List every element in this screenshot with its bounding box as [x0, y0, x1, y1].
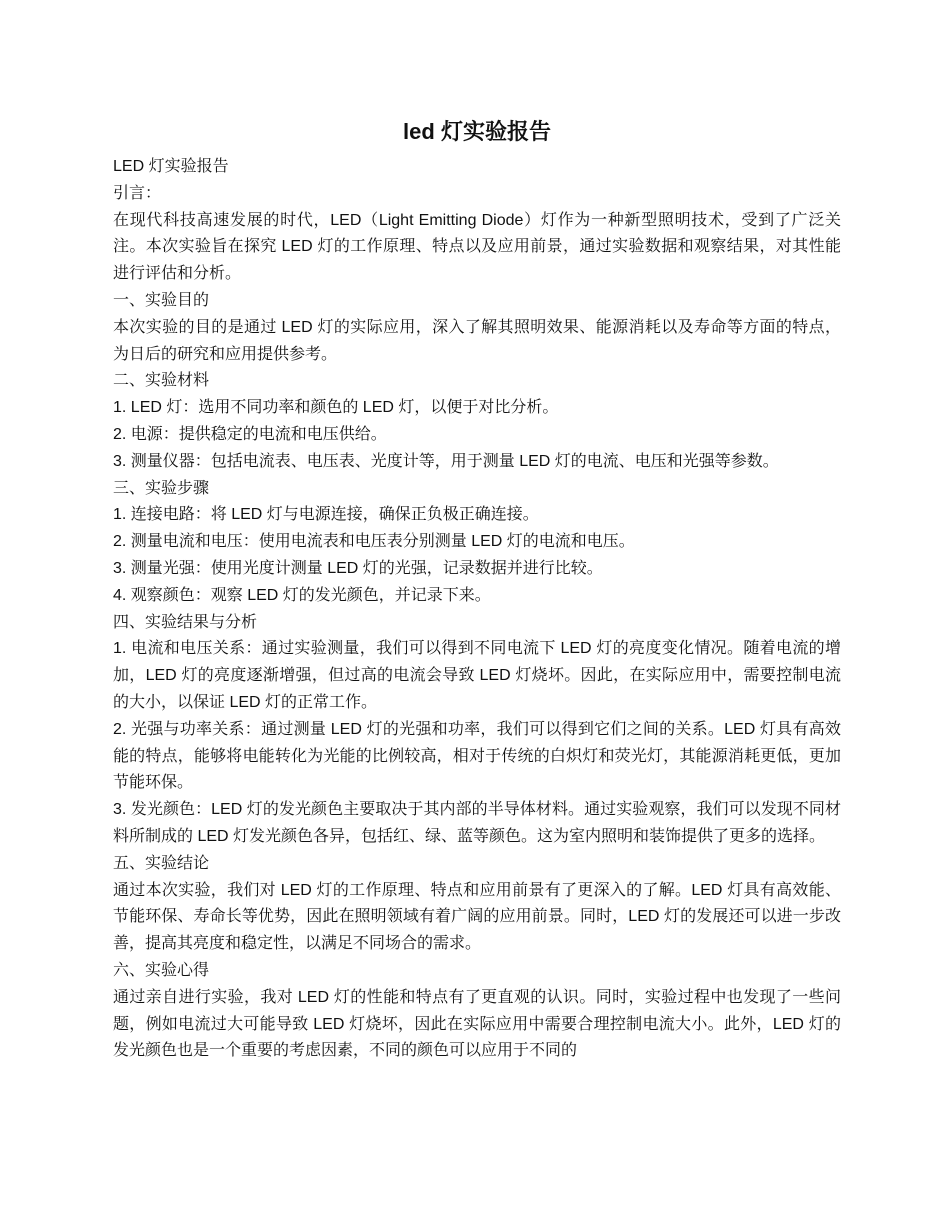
list-item-result-1: 1. 电流和电压关系：通过实验测量，我们可以得到不同电流下 LED 灯的亮度变化情况。随着电流的增加，LED 灯的亮度逐渐增强，但过高的电流会导致 LED 灯烧坏。因此，在实际应用中，需要控制电流的大小，以保证 LED 灯的正常工作。 — [113, 640, 841, 711]
section-heading-purpose: 一、实验目的 — [113, 291, 210, 309]
paragraph-purpose: 本次实验的目的是通过 LED 灯的实际应用，深入了解其照明效果、能源消耗以及寿命等方面的特点，为日后的研究和应用提供参考。 — [113, 318, 841, 363]
list-item-material-1: 1. LED 灯：选用不同功率和颜色的 LED 灯，以便于对比分析。 — [113, 399, 559, 417]
document-title: led 灯实验报告 — [403, 119, 551, 144]
paragraph-intro: 在现代科技高速发展的时代，LED（Light Emitting Diode）灯作为一种新型照明技术，受到了广泛关注。本次实验旨在探究 LED 灯的工作原理、特点以及应用前景，通过实验数据和观察结果，对其性能进行评估和分析。 — [113, 211, 841, 283]
section-heading-reflection: 六、实验心得 — [113, 961, 210, 979]
section-heading-results: 四、实验结果与分析 — [113, 613, 258, 631]
list-item-material-3: 3. 测量仪器：包括电流表、电压表、光度计等，用于测量 LED 灯的电流、电压和光强等参数。 — [113, 452, 779, 470]
paragraph-conclusion: 通过本次实验，我们对 LED 灯的工作原理、特点和应用前景有了更深入的了解。LED 灯具有高效能、节能环保、寿命长等优势，因此在照明领域有着广阔的应用前景。同时，LED 灯的发展还可以进一步改善，提高其亮度和稳定性，以满足不同场合的需求。 — [113, 881, 841, 953]
section-heading-conclusion: 五、实验结论 — [113, 854, 210, 872]
section-heading-materials: 二、实验材料 — [113, 372, 210, 390]
section-heading-intro: 引言： — [113, 184, 162, 202]
section-heading-steps: 三、实验步骤 — [113, 479, 210, 497]
list-item-step-3: 3. 测量光强：使用光度计测量 LED 灯的光强，记录数据并进行比较。 — [113, 559, 603, 577]
list-item-material-2: 2. 电源：提供稳定的电流和电压供给。 — [113, 425, 387, 443]
list-item-step-4: 4. 观察颜色：观察 LED 灯的发光颜色，并记录下来。 — [113, 586, 491, 604]
document-page — [113, 112, 841, 1065]
list-item-result-2: 2. 光强与功率关系：通过测量 LED 灯的光强和功率，我们可以得到它们之间的关系。LED 灯具有高效能的特点，能够将电能转化为光能的比例较高，相对于传统的白炽灯和荧光灯，其能源消耗更低，更加节能环保。 — [113, 720, 841, 792]
list-item-result-3: 3. 发光颜色：LED 灯的发光颜色主要取决于其内部的半导体材料。通过实验观察，我们可以发现不同材料所制成的 LED 灯发光颜色各异，包括红、绿、蓝等颜色。这为室内照明和装饰提供了更多的选择。 — [113, 801, 841, 845]
list-item-step-1: 1. 连接电路：将 LED 灯与电源连接，确保正负极正确连接。 — [113, 506, 539, 524]
subtitle-line: LED 灯实验报告 — [113, 158, 229, 175]
list-item-step-2: 2. 测量电流和电压：使用电流表和电压表分别测量 LED 灯的电流和电压。 — [113, 533, 635, 551]
paragraph-reflection: 通过亲自进行实验，我对 LED 灯的性能和特点有了更直观的认识。同时，实验过程中也发现了一些问题，例如电流过大可能导致 LED 灯烧坏，因此在实际应用中需要合理控制电流大小。此外，LED 灯的发光颜色也是一个重要的考虑因素，不同的颜色可以应用于不同的 — [113, 988, 841, 1060]
